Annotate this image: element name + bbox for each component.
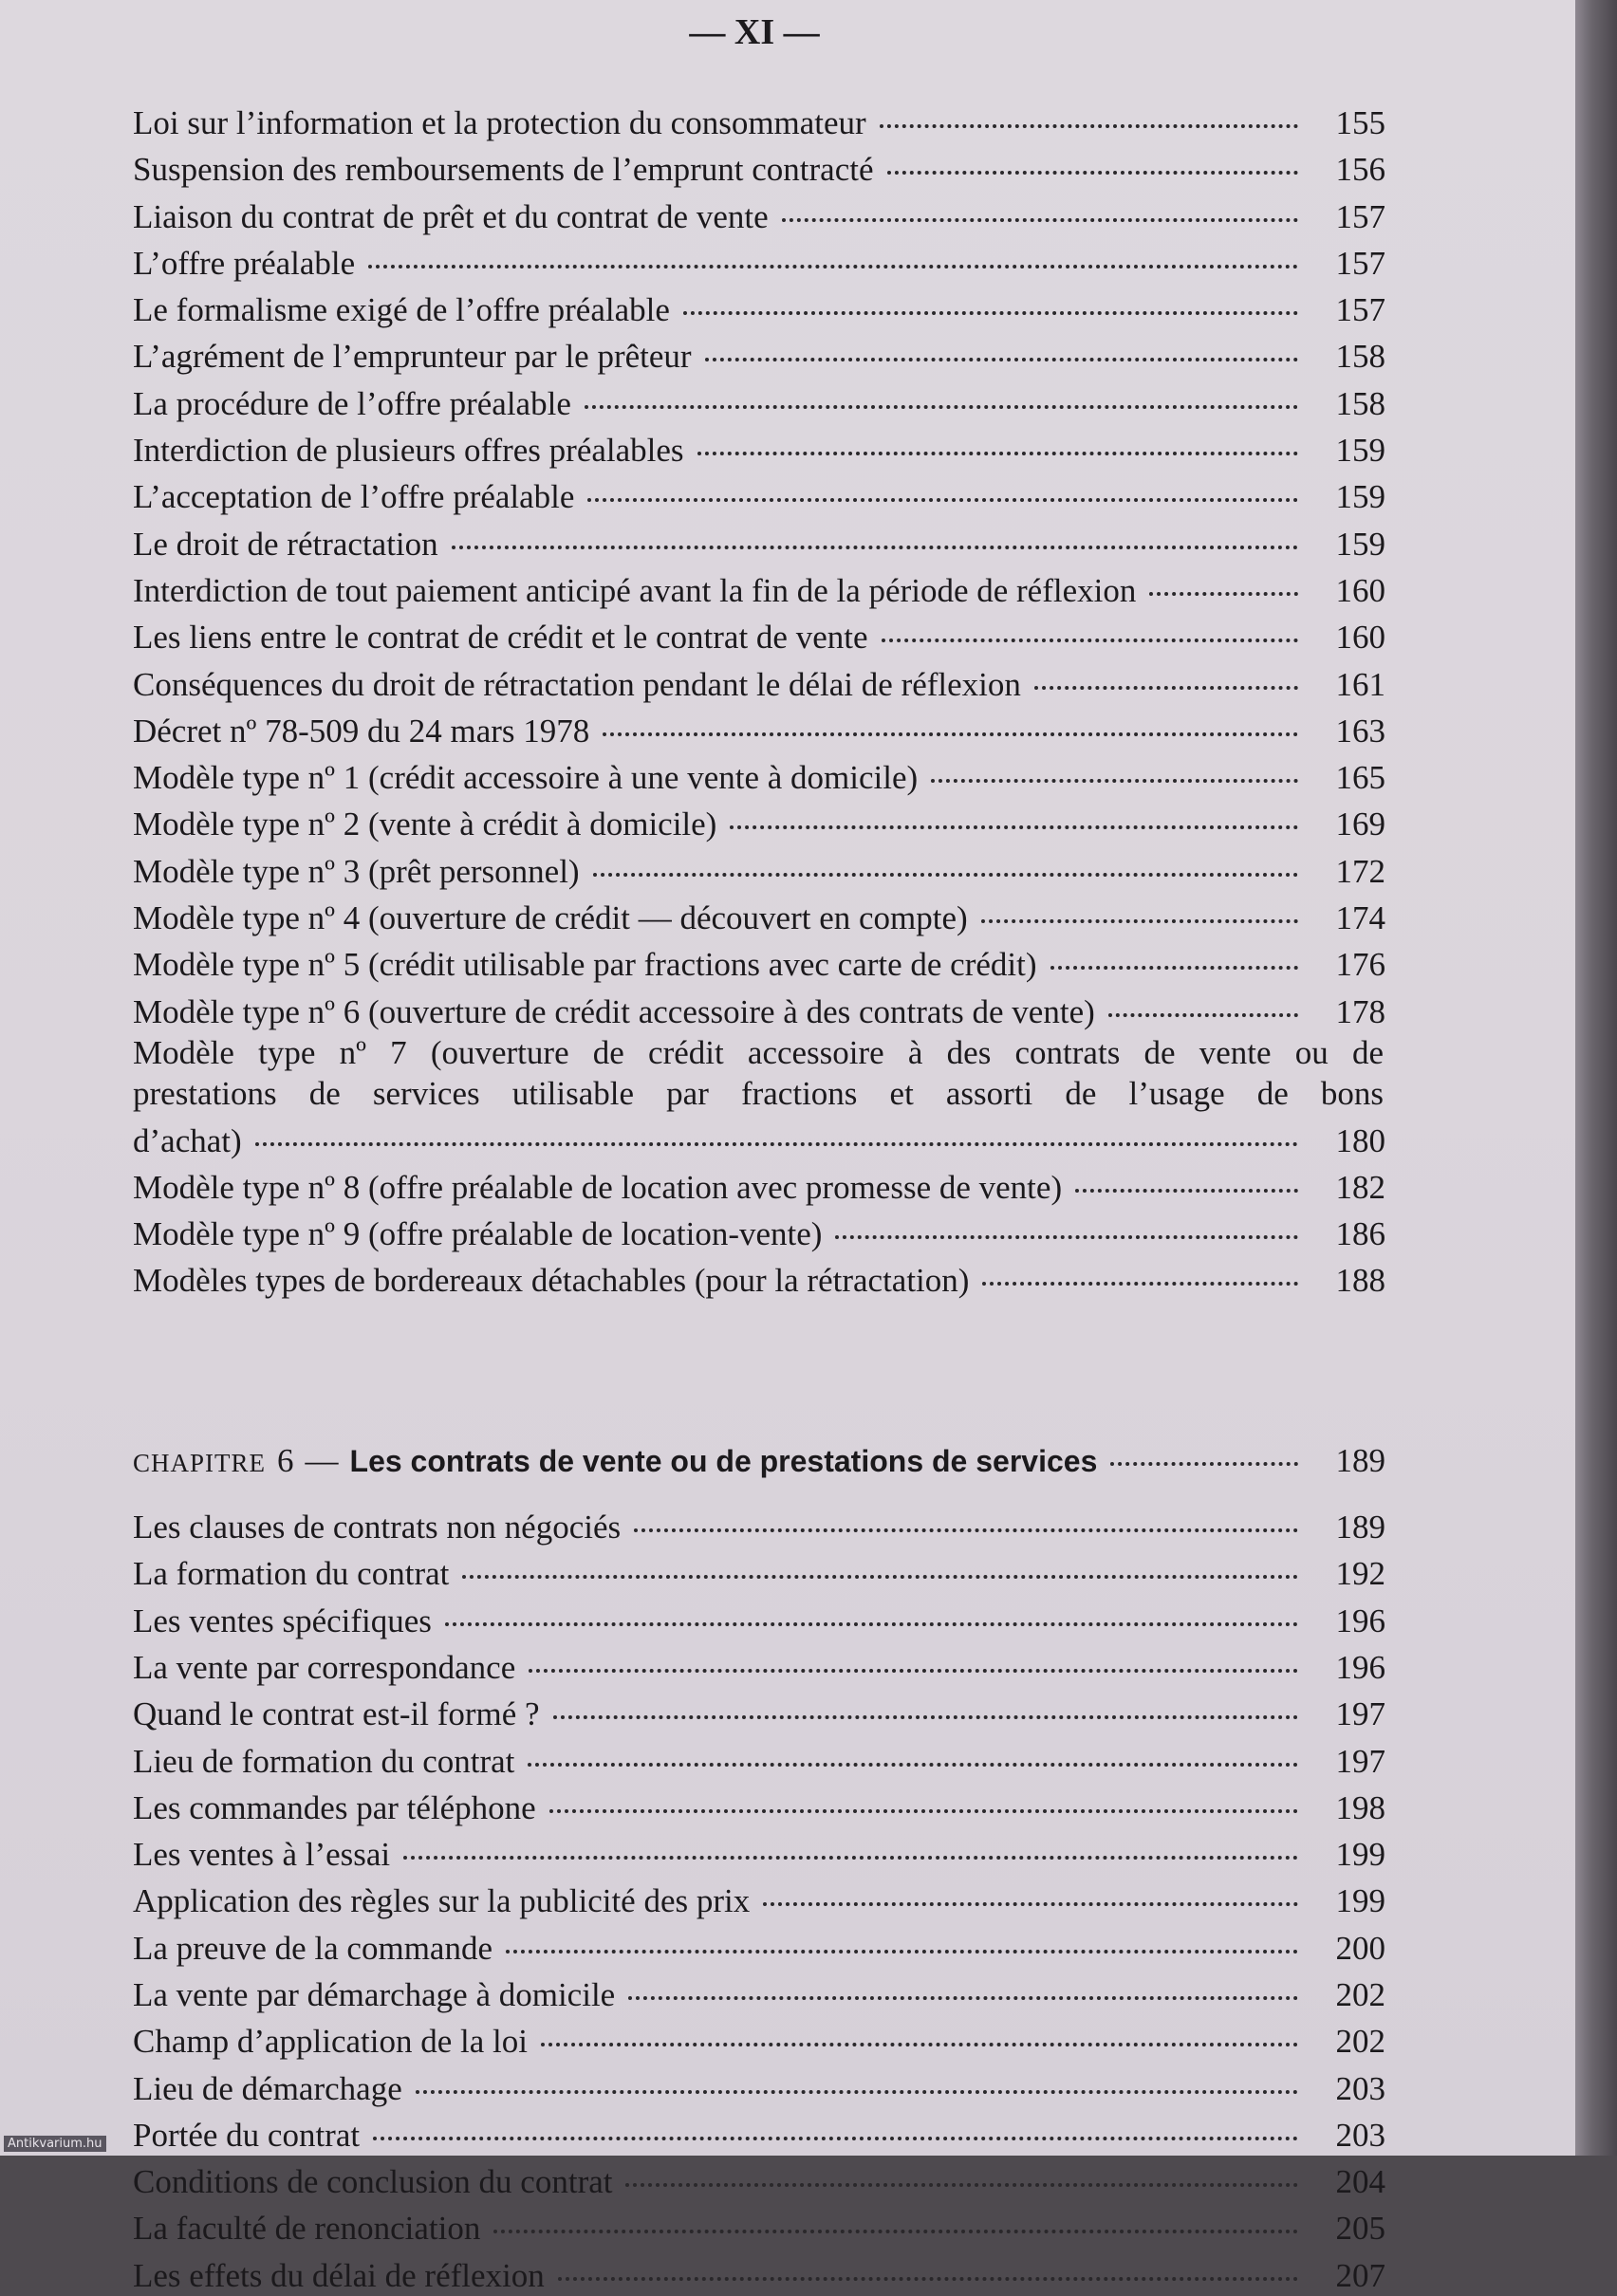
toc-entry (133, 611, 1385, 657)
dot-leader (683, 278, 1298, 315)
toc-entry-title: Conséquences du droit de rétractation pendant le délai de réflexion (133, 665, 1021, 703)
dot-leader (553, 1682, 1298, 1719)
toc-entry-page: 157 (1335, 197, 1385, 235)
toc-entry-multiline (133, 1032, 1385, 1161)
toc-entry-page: 165 (1335, 759, 1385, 797)
toc-entry-page: 204 (1335, 2163, 1385, 2201)
toc-entry (133, 1595, 1385, 1641)
toc-entry (133, 1254, 1385, 1301)
toc-entry (133, 1208, 1385, 1254)
toc-entry-title: Modèle type nº 3 (prêt personnel) (133, 852, 580, 890)
toc-entry-page: 160 (1335, 571, 1385, 609)
dot-leader (403, 1823, 1298, 1860)
dot-leader (782, 185, 1298, 222)
toc-entry (133, 1828, 1385, 1875)
dot-leader (628, 1963, 1298, 2000)
toc-entry-title: Lieu de démarchage (133, 2069, 402, 2107)
toc-entry-page: 174 (1335, 899, 1385, 937)
dot-leader (625, 2150, 1298, 2187)
toc-entry-page: 158 (1335, 384, 1385, 422)
toc-entry-title: Les commandes par téléphone (133, 1788, 536, 1826)
toc-entry-title: L’agrément de l’emprunteur par le prêteur (133, 338, 692, 376)
toc-entry (133, 237, 1385, 284)
toc-entry-page: 199 (1335, 1882, 1385, 1920)
toc-entry (133, 1875, 1385, 1921)
toc-entry-page: 197 (1335, 1742, 1385, 1780)
dot-leader (587, 465, 1298, 502)
toc-entry-page: 159 (1335, 478, 1385, 516)
dot-leader (982, 1249, 1298, 1286)
toc-entry (133, 1161, 1385, 1208)
chapter-number: 6 (277, 1441, 294, 1479)
dot-leader (255, 1109, 1298, 1146)
toc-entry-page: 202 (1335, 1975, 1385, 2013)
toc-entry (133, 565, 1385, 611)
toc-entry-page: 178 (1335, 992, 1385, 1030)
dot-leader (697, 418, 1298, 455)
page-edge-shadow (1575, 0, 1617, 2156)
toc-entry (133, 1115, 1385, 1161)
toc-entry (133, 2015, 1385, 2062)
toc-entry (133, 424, 1385, 471)
toc-entry (133, 1922, 1385, 1969)
toc-entry-title: Les effets du délai de réflexion (133, 2256, 545, 2294)
toc-entry-title: La procédure de l’offre préalable (133, 384, 571, 422)
page-number-header: — XI — (689, 12, 820, 52)
dot-leader (452, 512, 1298, 549)
dot-leader (528, 1730, 1298, 1767)
toc-entry-title: Modèle type nº 2 (vente à crédit à domicile) (133, 805, 717, 843)
toc-entry-page: 198 (1335, 1788, 1385, 1826)
toc-entry-title: Les liens entre le contrat de crédit et le contrat de vente (133, 619, 868, 657)
toc-entry-title: La preuve de la commande (133, 1929, 493, 1967)
toc-entry-page: 192 (1335, 1555, 1385, 1593)
toc-entry-title: La faculté de renonciation (133, 2210, 481, 2248)
toc-entry (133, 2109, 1385, 2156)
dot-leader (493, 2196, 1298, 2233)
toc-entry-page: 156 (1335, 151, 1385, 189)
dot-leader (887, 138, 1299, 175)
toc-entry-page: 176 (1335, 946, 1385, 984)
chapter-title: Les contrats de vente ou de prestations de services (349, 1443, 1098, 1478)
toc-entry-title: Application des règles sur la publicité des prix (133, 1882, 751, 1920)
toc-entry-title: Liaison du contrat de prêt et du contrat de vente (133, 197, 769, 235)
dot-leader (882, 605, 1299, 642)
table-of-contents (133, 97, 1385, 2296)
toc-entry (133, 1547, 1385, 1594)
toc-entry (133, 845, 1385, 892)
dot-leader (730, 792, 1298, 829)
dot-leader (373, 2103, 1298, 2140)
toc-entry-title: Le formalisme exigé de l’offre préalable (133, 291, 670, 329)
toc-entry (133, 97, 1385, 143)
toc-entry-title: Quand le contrat est-il formé ? (133, 1695, 540, 1733)
dot-leader (705, 324, 1298, 361)
toc-entry (133, 1501, 1385, 1547)
toc-entry-page: 157 (1335, 244, 1385, 282)
dot-leader (368, 231, 1298, 268)
dot-leader (416, 2057, 1298, 2094)
toc-entry-title: Le droit de rétractation (133, 525, 438, 563)
toc-entry-title: L’offre préalable (133, 244, 356, 282)
toc-entry-page: 160 (1335, 619, 1385, 657)
toc-entry-title: Modèle type nº 4 (ouverture de crédit — découvert en compte) (133, 899, 968, 937)
toc-section-a (133, 97, 1385, 1032)
dot-leader (1034, 653, 1298, 690)
toc-entry-page: 155 (1335, 104, 1385, 141)
toc-entry-title: Portée du contrat (133, 2116, 361, 2154)
dot-leader (541, 2009, 1298, 2046)
toc-entry-title: Interdiction de tout paiement anticipé avant la fin de la période de réflexion (133, 571, 1137, 609)
toc-entry (133, 2250, 1385, 2296)
toc-entry-title: Modèle type nº 9 (offre préalable de location-vente) (133, 1215, 823, 1253)
toc-entry (133, 2202, 1385, 2249)
toc-entry-page: 161 (1335, 665, 1385, 703)
toc-entry-page: 203 (1335, 2116, 1385, 2154)
toc-entry-title: Modèles types de bordereaux détachables (pour la rétractation) (133, 1262, 970, 1300)
watermark-label: Antikvarium.hu (4, 2136, 106, 2152)
dot-leader (603, 699, 1298, 736)
dot-leader (835, 1202, 1298, 1239)
toc-entry-title: Modèle type nº 5 (crédit utilisable par fractions avec carte de crédit) (133, 946, 1037, 984)
chapter-dash: — (305, 1441, 339, 1479)
dot-leader (593, 840, 1298, 877)
dot-leader (634, 1495, 1298, 1532)
toc-entry-page: 172 (1335, 852, 1385, 890)
dot-leader (1075, 1156, 1298, 1193)
toc-entry-title: Les ventes spécifiques (133, 1602, 432, 1639)
toc-entry-page: 202 (1335, 2023, 1385, 2061)
dot-leader (880, 91, 1298, 128)
toc-entry (133, 751, 1385, 798)
toc-entry-page: 157 (1335, 291, 1385, 329)
toc-entry-page: 163 (1335, 712, 1385, 750)
toc-entry-title: Décret nº 78-509 du 24 mars 1978 (133, 712, 590, 750)
dot-leader (981, 886, 1298, 923)
toc-entry (133, 1735, 1385, 1782)
toc-entry (133, 471, 1385, 517)
toc-entry-title: Suspension des remboursements de l’emprunt contracté (133, 151, 874, 189)
dot-leader (1050, 933, 1298, 970)
toc-entry-title: Modèle type nº 6 (ouverture de crédit accessoire à des contrats de vente) (133, 992, 1095, 1030)
chapter-label: CHAPITRE (133, 1448, 267, 1477)
toc-entry-page: 196 (1335, 1648, 1385, 1686)
dot-leader (549, 1776, 1298, 1813)
toc-entry-title: Champ d’application de la loi (133, 2023, 529, 2061)
toc-entry-title: La vente par démarchage à domicile (133, 1975, 616, 2013)
toc-entry-title: La formation du contrat (133, 1555, 450, 1593)
toc-entry-line: prestations de services utilisable par fractions et assorti de l’usage de bons (133, 1075, 1384, 1113)
dot-leader (558, 2244, 1298, 2281)
toc-entry-page: 196 (1335, 1602, 1385, 1639)
toc-entry-title: Loi sur l’information et la protection du consommateur (133, 104, 866, 141)
toc-entry-title: Conditions de conclusion du contrat (133, 2163, 613, 2201)
dot-leader (1108, 980, 1298, 1017)
toc-entry-page: 182 (1335, 1168, 1385, 1206)
toc-entry-page: 207 (1335, 2256, 1385, 2294)
toc-entry (133, 1641, 1385, 1688)
toc-entry-title: La vente par correspondance (133, 1648, 516, 1686)
toc-entry (133, 892, 1385, 938)
dot-leader (529, 1636, 1298, 1673)
toc-entry (133, 1782, 1385, 1828)
toc-entry (133, 1969, 1385, 2015)
toc-entry-page: 159 (1335, 525, 1385, 563)
toc-entry (133, 191, 1385, 237)
toc-entry (133, 284, 1385, 330)
toc-entry-page: 159 (1335, 432, 1385, 470)
toc-entry (133, 143, 1385, 190)
toc-entry-line: Modèle type nº 7 (ouverture de crédit accessoire à des contrats de vente ou de (133, 1033, 1384, 1071)
toc-entry-page: 169 (1335, 805, 1385, 843)
toc-entry-page: 186 (1335, 1215, 1385, 1253)
toc-entry (133, 798, 1385, 844)
chapter-heading (133, 1435, 1385, 1484)
toc-entry (133, 938, 1385, 985)
dot-leader (931, 746, 1298, 783)
toc-entry (133, 378, 1385, 424)
toc-entry (133, 986, 1385, 1032)
toc-entry-page: 205 (1335, 2210, 1385, 2248)
toc-entry-title: Interdiction de plusieurs offres préalables (133, 432, 684, 470)
toc-section-b (133, 1161, 1385, 1302)
toc-entry-title: Modèle type nº 1 (crédit accessoire à une vente à domicile) (133, 759, 919, 797)
dot-leader (1149, 559, 1298, 596)
toc-entry (133, 518, 1385, 565)
dot-leader (1110, 1429, 1298, 1466)
dot-leader (462, 1542, 1298, 1579)
toc-entry-title: Les clauses de contrats non négociés (133, 1509, 622, 1546)
dot-leader (445, 1589, 1298, 1626)
toc-entry (133, 705, 1385, 751)
toc-entry (133, 2063, 1385, 2109)
toc-entry-title: Modèle type nº 8 (offre préalable de location avec promesse de vente) (133, 1168, 1063, 1206)
toc-entry (133, 2156, 1385, 2202)
toc-entry (133, 330, 1385, 377)
toc-entry-page: 188 (1335, 1262, 1385, 1300)
toc-section-c (133, 1501, 1385, 2296)
toc-entry-title: d’achat) (133, 1121, 242, 1159)
toc-entry-page: 203 (1335, 2069, 1385, 2107)
toc-entry-page: 189 (1335, 1509, 1385, 1546)
chapter-page: 189 (1335, 1441, 1385, 1479)
toc-entry (133, 658, 1385, 705)
dot-leader (763, 1869, 1298, 1906)
toc-entry-page: 199 (1335, 1836, 1385, 1874)
toc-entry-page: 180 (1335, 1121, 1385, 1159)
dot-leader (506, 1916, 1298, 1953)
toc-entry (133, 1688, 1385, 1734)
toc-entry-title: Lieu de formation du contrat (133, 1742, 515, 1780)
toc-entry-title: L’acceptation de l’offre préalable (133, 478, 575, 516)
toc-entry-page: 200 (1335, 1929, 1385, 1967)
toc-entry-title: Les ventes à l’essai (133, 1836, 391, 1874)
toc-entry-page: 158 (1335, 338, 1385, 376)
toc-entry-page: 197 (1335, 1695, 1385, 1733)
dot-leader (585, 372, 1298, 409)
